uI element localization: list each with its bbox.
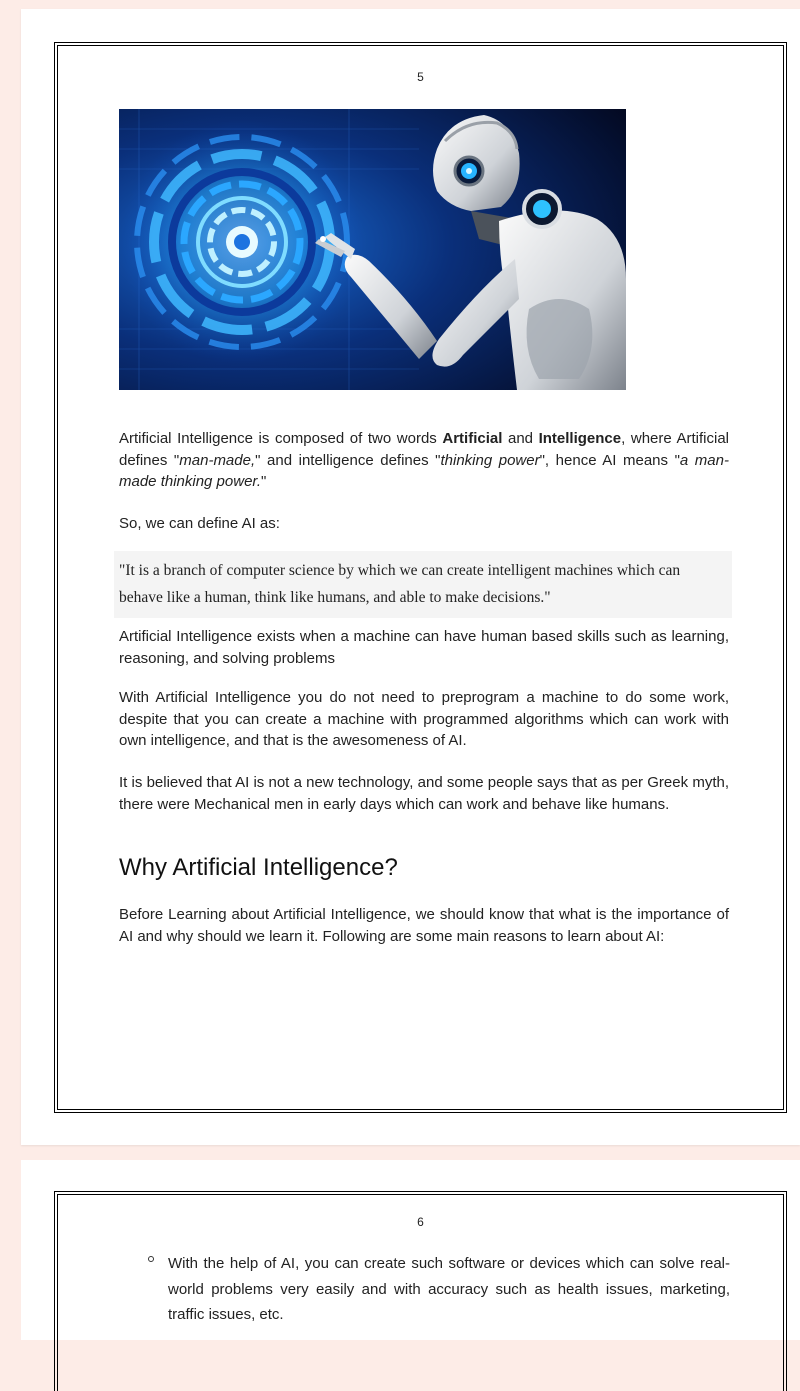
section-heading: Why Artificial Intelligence? [119, 854, 398, 881]
with-ai-paragraph [119, 687, 729, 752]
define-line: So, we can define AI as: [119, 515, 280, 532]
bullet-text: With the help of AI, you can create such software or devices which can solve real-world problems very easily and with accuracy such as health issues, marketing, traffic issues, etc. [168, 1255, 730, 1323]
exists-text: Artificial Intelligence exists when a machine can have human based skills such as learning, reasoning, and solving problems [119, 628, 729, 667]
definition-quote [114, 551, 732, 618]
document-page-5 [21, 9, 800, 1145]
term-intelligence: Intelligence [538, 430, 622, 447]
bullet-circle-icon [148, 1256, 154, 1262]
intro-text-6: " [261, 473, 267, 490]
ai-robot-image [119, 109, 626, 390]
intro-text-2: and [502, 430, 539, 447]
exists-paragraph [119, 626, 729, 669]
believed-paragraph [119, 772, 729, 815]
page-number: 5 [417, 70, 424, 84]
phrase-man-made: man-made, [179, 451, 256, 469]
document-page-6 [21, 1160, 800, 1340]
page-number: 6 [417, 1215, 424, 1229]
before-text: Before Learning about Artificial Intelligence, we should know that what is the importance of AI and why should we learn it. Following are some main reasons to learn about AI: [119, 906, 729, 945]
quote-text: "It is a branch of computer science by which we can create intelligent machines which can behave like a human, think like humans, and able to make decisions." [119, 562, 681, 606]
term-artificial: Artificial [442, 430, 503, 447]
intro-text-1: Artificial Intelligence is composed of two words [119, 430, 443, 447]
intro-text-5: ", hence AI means " [539, 451, 680, 469]
with-ai-text: With Artificial Intelligence you do not need to preprogram a machine to do some work, despite that you can create a machine with programmed algorithms which can work with own intelligence, and that is the awesomeness of AI. [119, 689, 729, 749]
believed-text: It is believed that AI is not a new technology, and some people says that as per Greek myth, there were Mechanical men in early days which can work and behave like humans. [119, 774, 729, 813]
intro-paragraph [119, 428, 729, 493]
list-item [148, 1251, 730, 1328]
define-paragraph [119, 513, 729, 535]
page-border [54, 42, 787, 1113]
phrase-man-made-thinking-power: a man-made thinking power. [119, 451, 729, 490]
phrase-thinking-power: thinking power [440, 451, 540, 469]
intro-text-3: , where Artificial defines " [119, 430, 729, 469]
page-border [54, 1191, 787, 1391]
before-paragraph [119, 904, 729, 947]
intro-text-4: " and intelligence defines " [255, 451, 441, 469]
